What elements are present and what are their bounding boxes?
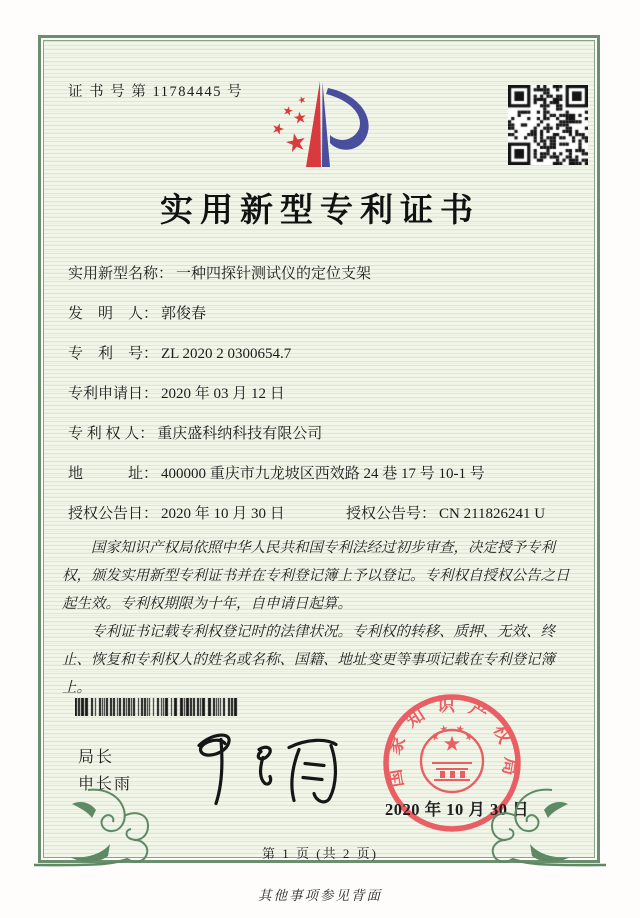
seal-emblem-icon	[421, 724, 483, 792]
field-value: 2020 年 03 月 12 日	[161, 386, 285, 402]
legal-paragraph-1: 国家知识产权局依照中华人民共和国专利法经过初步审查，决定授予专利权，颁发实用新型专利证书并在专利登记簿上予以登记。专利权自授权公告之日起生效。专利权期限为十年，自申请日起算。	[62, 540, 570, 612]
field-label: 授权公告日：	[68, 506, 159, 522]
grant-number	[346, 502, 545, 523]
legal-text	[62, 534, 582, 702]
field-label: 专 利 号：	[68, 346, 159, 362]
field-value: 重庆盛科纳科技有限公司	[157, 426, 323, 442]
back-note: 其他事项参见背面	[258, 888, 382, 903]
field-patentee	[68, 422, 588, 442]
barcode-icon	[75, 698, 240, 716]
field-value: ZL 2020 2 0300654.7	[161, 346, 292, 362]
field-label: 授权公告号：	[346, 506, 437, 522]
page-number: 第 1 页 (共 2 页)	[262, 846, 378, 861]
field-patent-number	[68, 342, 588, 362]
certificate-title: 实用新型专利证书	[160, 193, 480, 229]
field-filing-date	[68, 382, 588, 402]
seal-text: 国家知识产权局	[382, 694, 522, 789]
certificate-number: 证 书 号 第 11784445 号	[68, 84, 244, 100]
seal-date: 2020 年 10 月 30 日	[385, 800, 530, 819]
field-value: 一种四探针测试仪的定位支架	[176, 266, 372, 282]
director-name: 申长雨	[78, 776, 133, 793]
field-utility-model-name	[68, 262, 588, 282]
field-label: 发 明 人：	[68, 306, 159, 322]
field-label: 专利申请日：	[68, 386, 159, 402]
field-value: 400000 重庆市九龙坡区西效路 24 巷 17 号 10-1 号	[161, 466, 485, 482]
field-label: 地 址：	[68, 466, 159, 482]
field-label: 专 利 权 人：	[68, 426, 155, 442]
legal-paragraph-2: 专利证书记载专利权登记时的法律状况。专利权的转移、质押、无效、终止、恢复和专利权人的姓名或名称、国籍、地址变更等事项记载在专利登记簿上。	[62, 624, 555, 696]
logo-blue-bowl	[326, 88, 369, 150]
field-label: 实用新型名称：	[68, 266, 174, 282]
field-inventor	[68, 302, 588, 322]
field-address	[68, 462, 588, 482]
logo-red-wedge	[306, 81, 321, 167]
director-signature-icon	[175, 722, 355, 810]
cnipa-logo	[250, 78, 400, 173]
grant-date	[68, 506, 285, 522]
certificate-fields	[68, 262, 588, 522]
director-title: 局长	[78, 749, 115, 766]
field-value: 郭俊春	[161, 306, 207, 322]
logo-stars-icon	[271, 95, 307, 153]
field-grant-row	[68, 502, 588, 522]
field-value: CN 211826241 U	[439, 506, 546, 522]
field-value: 2020 年 10 月 30 日	[161, 506, 285, 522]
qr-code-icon	[508, 85, 588, 165]
